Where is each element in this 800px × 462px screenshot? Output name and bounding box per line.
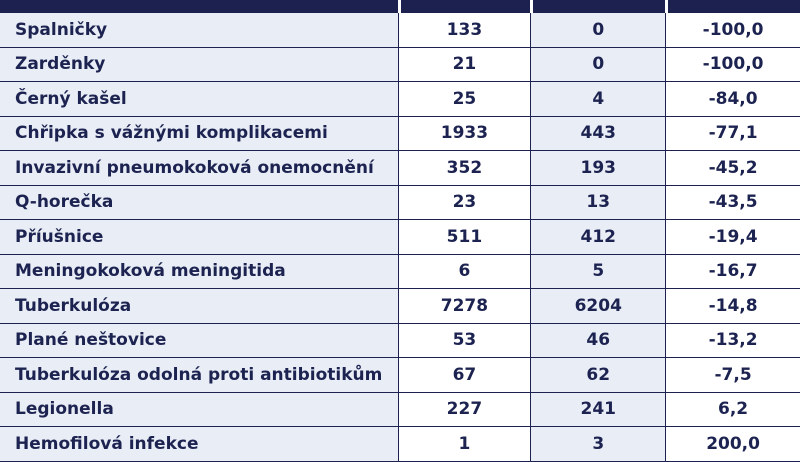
header-cell-value-2 [533,0,665,13]
value-1-cell: 1 [398,427,531,461]
value-1-cell: 133 [398,13,531,47]
disease-name-cell: Q-horečka [0,186,398,220]
value-2-cell: 412 [530,220,665,254]
value-1-cell: 1933 [398,117,531,151]
disease-name-cell: Příušnice [0,220,398,254]
disease-name-cell: Plané neštovice [0,324,398,358]
value-1-cell: 227 [398,393,531,427]
disease-name-cell: Spalničky [0,13,398,47]
value-2-cell: 193 [530,151,665,185]
change-cell: -13,2 [665,324,800,358]
disease-name-cell: Invazivní pneumokoková onemocnění [0,151,398,185]
change-cell: 6,2 [665,393,800,427]
value-2-cell: 62 [530,358,665,392]
value-2-cell: 13 [530,186,665,220]
change-cell: -14,8 [665,289,800,323]
header-cell-value-1 [401,0,531,13]
header-cell-change [668,0,800,13]
value-1-cell: 25 [398,82,531,116]
disease-name-cell: Tuberkulóza odolná proti antibiotikům [0,358,398,392]
value-2-cell: 6204 [530,289,665,323]
table-row [0,13,800,48]
table-row [0,427,800,462]
change-cell: -100,0 [665,13,800,47]
value-2-cell: 443 [530,117,665,151]
change-cell: 200,0 [665,427,800,461]
disease-name-cell: Tuberkulóza [0,289,398,323]
value-1-cell: 23 [398,186,531,220]
value-1-cell: 67 [398,358,531,392]
table-row [0,82,800,117]
change-cell: -16,7 [665,255,800,289]
disease-name-cell: Chřipka s vážnými komplikacemi [0,117,398,151]
table-body [0,13,800,462]
table-row [0,186,800,221]
disease-name-cell: Meningokoková meningitida [0,255,398,289]
change-cell: -84,0 [665,82,800,116]
table-row [0,255,800,290]
table-row [0,117,800,152]
value-2-cell: 0 [530,48,665,82]
table-row [0,151,800,186]
disease-name-cell: Legionella [0,393,398,427]
value-1-cell: 53 [398,324,531,358]
value-2-cell: 5 [530,255,665,289]
value-2-cell: 0 [530,13,665,47]
value-1-cell: 21 [398,48,531,82]
table-row [0,393,800,428]
value-2-cell: 241 [530,393,665,427]
value-1-cell: 7278 [398,289,531,323]
change-cell: -77,1 [665,117,800,151]
header-cell-disease [0,0,398,13]
change-cell: -45,2 [665,151,800,185]
value-2-cell: 46 [530,324,665,358]
table-row [0,324,800,359]
value-2-cell: 4 [530,82,665,116]
table-row [0,289,800,324]
value-2-cell: 3 [530,427,665,461]
value-1-cell: 352 [398,151,531,185]
value-1-cell: 6 [398,255,531,289]
table-row [0,48,800,83]
disease-name-cell: Černý kašel [0,82,398,116]
disease-name-cell: Hemofilová infekce [0,427,398,461]
change-cell: -7,5 [665,358,800,392]
table-header [0,0,800,13]
change-cell: -19,4 [665,220,800,254]
change-cell: -43,5 [665,186,800,220]
change-cell: -100,0 [665,48,800,82]
table-row [0,220,800,255]
disease-name-cell: Zarděnky [0,48,398,82]
value-1-cell: 511 [398,220,531,254]
table-row [0,358,800,393]
